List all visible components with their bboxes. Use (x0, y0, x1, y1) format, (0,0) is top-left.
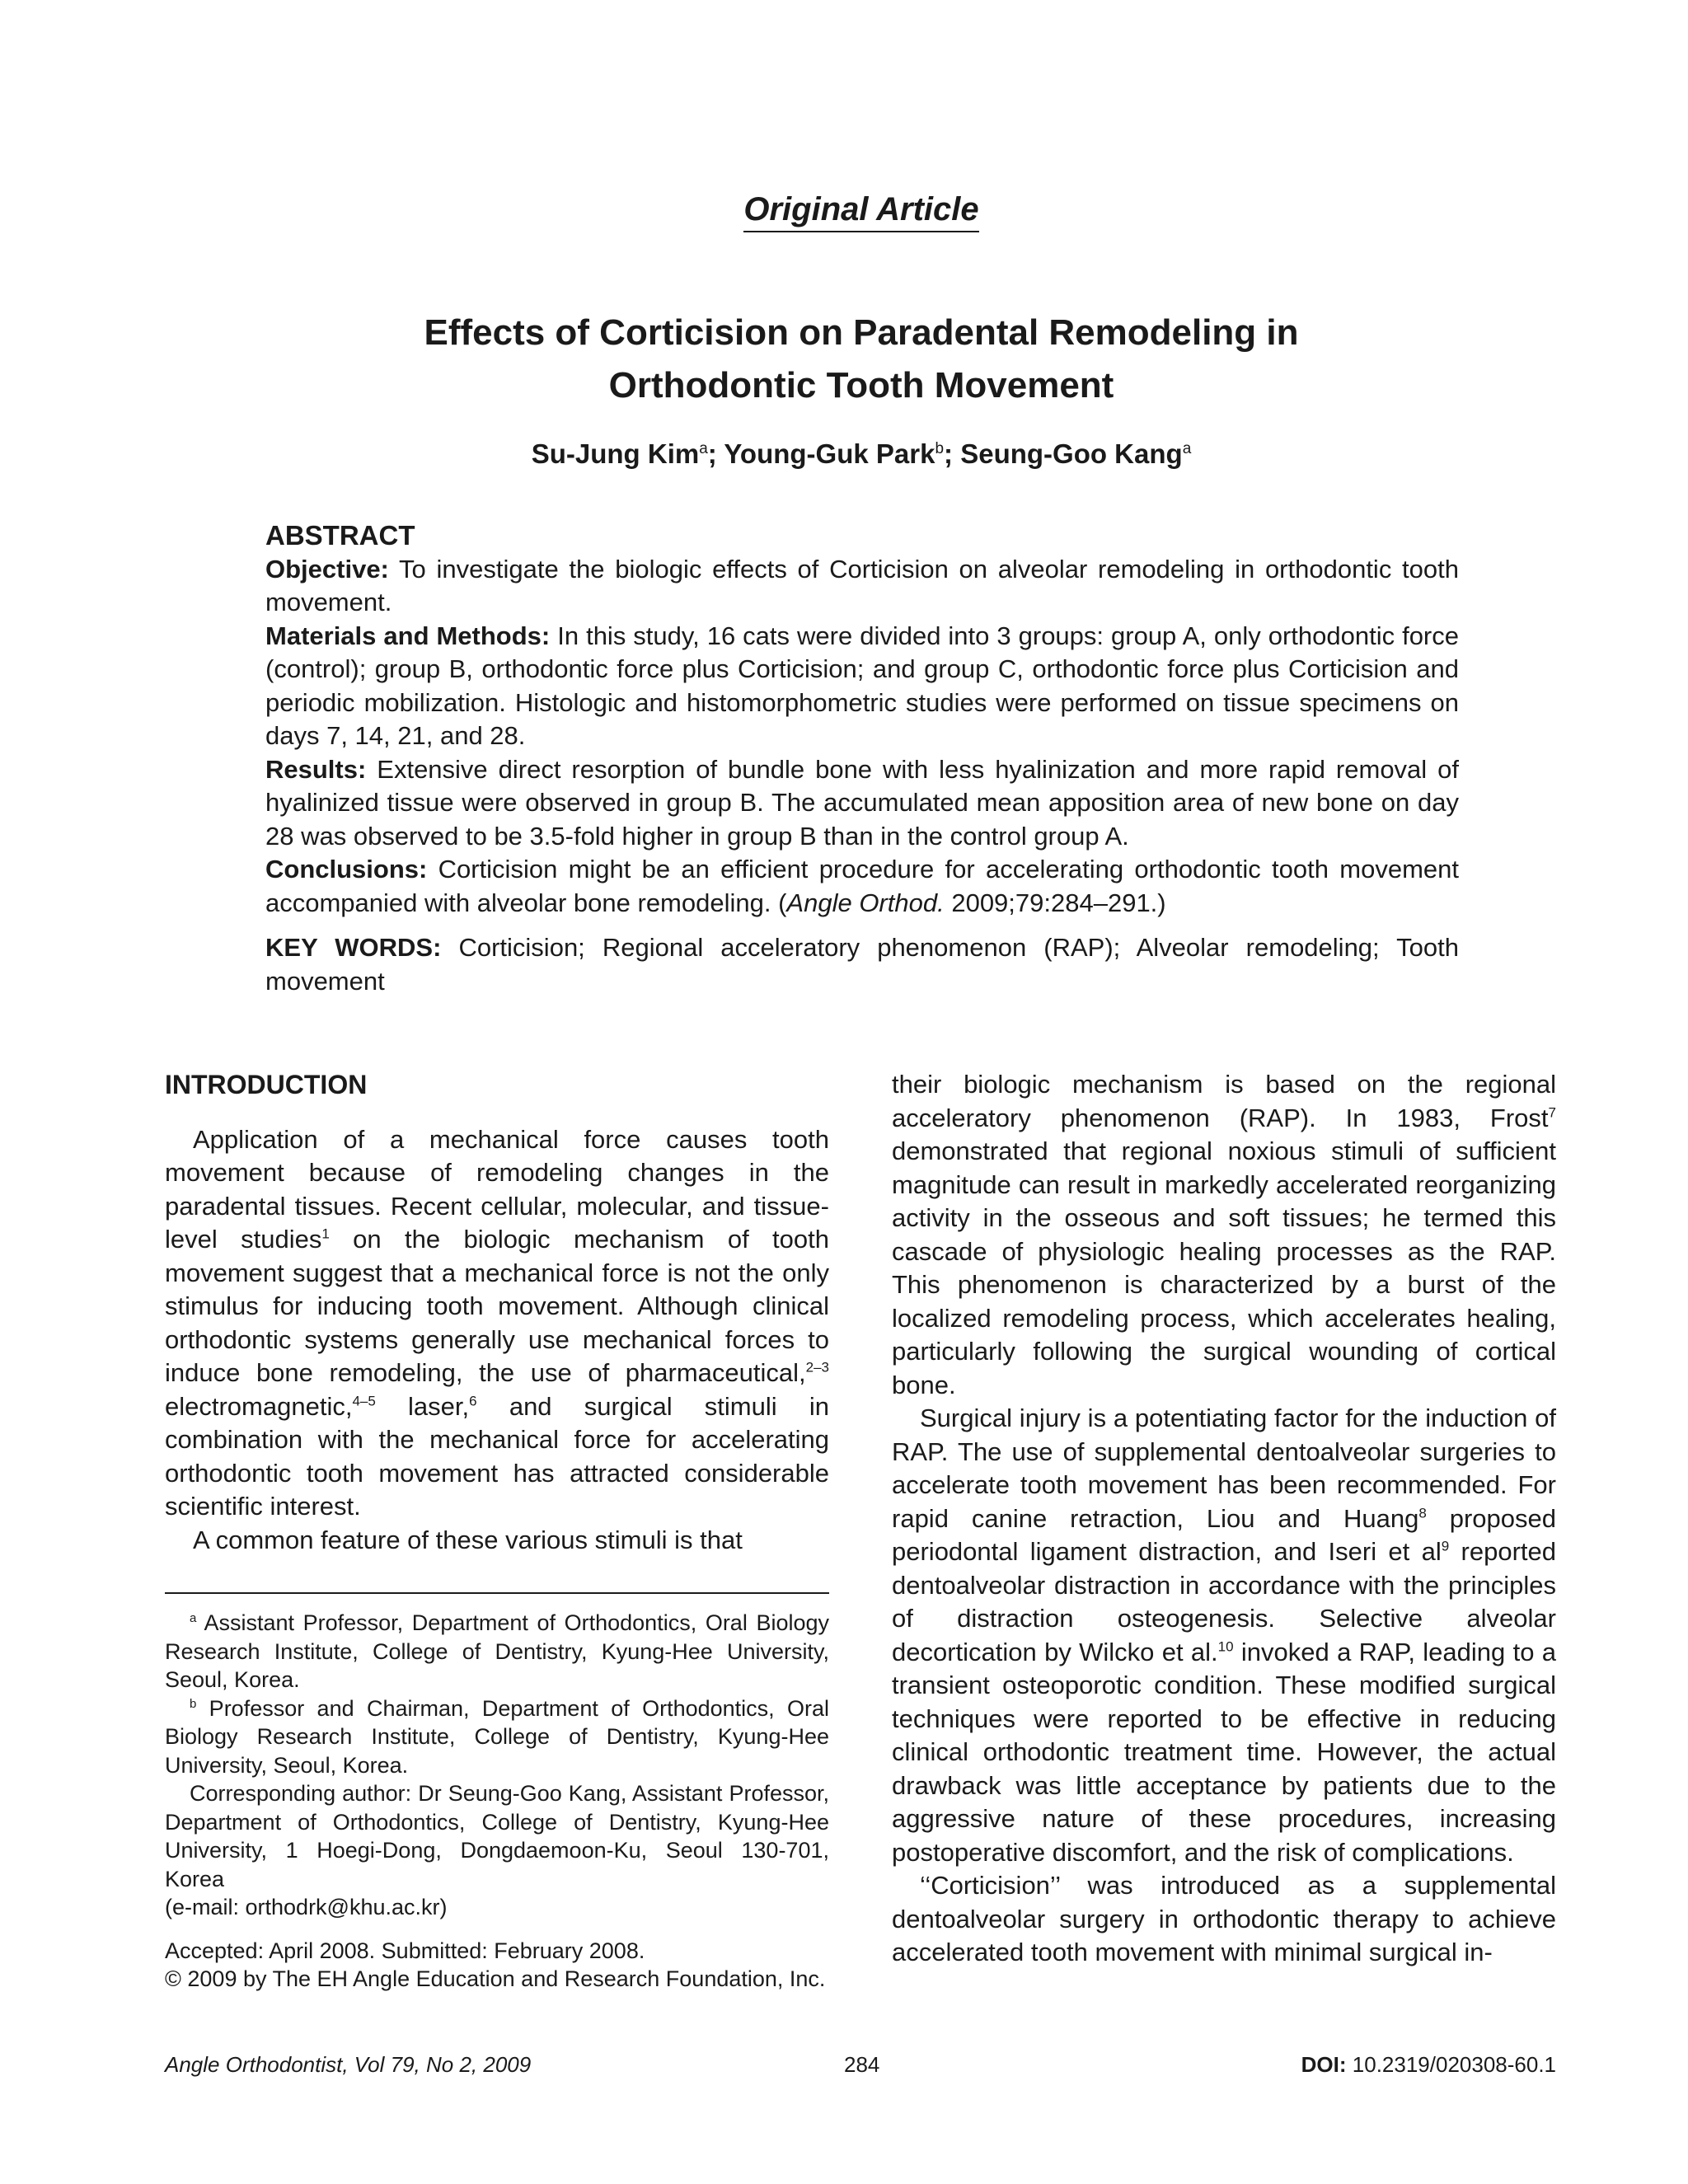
body-paragraph-1 (892, 1068, 1556, 1402)
keywords-text: Corticision; Regional acceleratory phenomenon (RAP); Alveolar remodeling; Tooth movement (265, 933, 1459, 996)
objective-text: To investigate the biologic effects of Corticision on alveolar remodeling in orthodontic tooth movement. (265, 554, 1459, 616)
footnote-mark: b (190, 1696, 197, 1711)
page-footer (165, 2052, 1556, 2082)
footnote-text: Assistant Professor, Department of Orthodontics, Oral Biology Research Institute, College of Dentistry, Kyung-Hee University, Seoul, Korea. (165, 1610, 829, 1692)
results-text: Extensive direct resorption of bundle bone with less hyalinization and more rapid removal of hyalinized tissue were observed in group B. The accumulated mean apposition area of new bone on day 28 was observed to be 3.5-fold higher in group B than in the control group A. (265, 754, 1459, 851)
corresponding-email: (e-mail: orthodrk@khu.ac.kr) (165, 1895, 448, 1919)
text-run: proposed periodontal ligament distraction, and Iseri et al (892, 1503, 1556, 1566)
reference-mark: 4–5 (352, 1393, 376, 1409)
footnotes (165, 1609, 829, 1994)
author-name: Su-Jung Kim (531, 438, 700, 469)
results-label: Results: (265, 754, 367, 784)
text-run: demonstrated that regional noxious stimuli of sufficient magnitude can result in markedly accelerated reorganizing activity in the osseous and soft tissues; he termed this cascade of physiologic healing processes as the RAP. This phenomenon is characterized by a burst of the localized remodeling process, which accelerates healing, particularly following the surgical wounding of cortical bone. (892, 1137, 1556, 1399)
doi-label: DOI: (1301, 2052, 1347, 2077)
introduction-heading: INTRODUCTION (165, 1070, 368, 1099)
section-label (0, 191, 1688, 228)
abstract-results (265, 753, 1459, 854)
objective-label: Objective: (265, 554, 389, 583)
abstract-keywords (265, 931, 1459, 998)
article-title (0, 307, 1688, 412)
conclusions-label: Conclusions: (265, 855, 428, 883)
author-separator: ; (707, 438, 724, 469)
copyright-notice: © 2009 by The EH Angle Education and Research Foundation, Inc. (165, 1966, 826, 1991)
reference-mark: 9 (1441, 1538, 1450, 1554)
author-affiliation-mark: b (935, 440, 945, 457)
text-run: their biologic mechanism is based on the regional acceleratory phenomenon (RAP). In 1983, Frost (892, 1070, 1556, 1132)
doi-value: 10.2319/020308-60.1 (1346, 2052, 1556, 2077)
footnote-text: Professor and Chairman, Department of Orthodontics, Oral Biology Research Institute, College of Dentistry, Kyung-Hee University, Seoul, Korea. (165, 1695, 829, 1778)
text-run: invoked a RAP, leading to a transient osteoporotic condition. These modified surgical techniques were reported to be effective in reducing clinical orthodontic treatment time. However, the actual drawback was little acceptance by patients due to the aggressive nature of these procedures, increasing postoperative discomfort, and the risk of complications. (892, 1637, 1557, 1867)
text-run: and surgical stimuli in combination with the mechanical force for accelerating orthodontic tooth movement has attracted considerable scientific interest. (165, 1391, 829, 1521)
reference-mark: 7 (1548, 1104, 1556, 1121)
footer-journal: Angle Orthodontist, Vol 79, No 2, 2009 (165, 2052, 532, 2077)
abstract (265, 519, 1459, 998)
title-line-1: Effects of Corticision on Paradental Remodeling in (424, 312, 1299, 353)
reference-mark: 6 (469, 1393, 477, 1409)
text-run: Surgical injury is a potentiating factor for the induction of RAP. The use of supplemental dentoalveolar surgeries to accelerate tooth movement has been recommended. For rapid canine retraction, Liou and Huang (892, 1404, 1556, 1533)
body-paragraph-2 (892, 1402, 1556, 1869)
methods-text: In this study, 16 cats were divided into 3 groups: group A, only orthodontic force (control); group B, orthodontic force plus Corticision; and group C, orthodontic force plus Corticision and periodic mobilization. Histologic and histomorphometric studies were performed on tissue specimens on days 7, 14, 21, and 28. (265, 621, 1459, 750)
body-paragraph-3: ‘‘Corticision’’ was introduced as a supplemental dentoalveolar surgery in orthodontic therapy to achieve accelerated tooth movement with minimal surgical in- (892, 1871, 1556, 1966)
section-label-text: Original Article (743, 191, 978, 232)
methods-label: Materials and Methods: (265, 621, 551, 650)
accepted-dates: Accepted: April 2008. Submitted: February 2008. (165, 1938, 645, 1963)
text-run: Application of a mechanical force causes tooth movement because of remodeling changes in the paradental tissues. Recent cellular, molecular, and tissue-level studies (165, 1124, 829, 1254)
author-affiliation-mark: a (1182, 440, 1192, 457)
abstract-objective (265, 553, 1459, 620)
reference-mark: 8 (1418, 1505, 1427, 1521)
page-number: 284 (844, 2052, 880, 2077)
footnote-divider (165, 1592, 829, 1594)
author-separator: ; (944, 438, 961, 469)
left-column (165, 1068, 829, 1557)
title-line-2: Orthodontic Tooth Movement (608, 365, 1114, 405)
text-run: electromagnetic, (165, 1391, 353, 1421)
footnote-mark: a (190, 1611, 197, 1625)
corresponding-author: Corresponding author: Dr Seung-Goo Kang, Assistant Professor, Department of Orthodontics, College of Dentistry, Kyung-Hee University, 1 Hoegi-Dong, Dongdaemoon-Ku, Seoul 130-701, Korea (165, 1781, 829, 1891)
author-name: Seung-Goo Kang (960, 438, 1183, 469)
right-column (892, 1068, 1556, 1970)
intro-paragraph-2: A common feature of these various stimuli is that (193, 1525, 743, 1554)
citation-rest: 2009;79:284–291.) (944, 888, 1166, 917)
footnote-a (165, 1609, 829, 1694)
abstract-methods (265, 620, 1459, 753)
intro-paragraph-1 (165, 1123, 829, 1524)
text-run: laser, (375, 1391, 470, 1421)
author-name: Young-Guk Park (724, 438, 935, 469)
abstract-conclusions (265, 853, 1459, 920)
reference-mark: 10 (1217, 1638, 1234, 1655)
footnote-b (165, 1694, 829, 1780)
conclusions-text: Corticision might be an efficient procedure for accelerating orthodontic tooth movement accompanied with alveolar bone remodeling. ( (265, 855, 1459, 917)
abstract-heading: ABSTRACT (265, 520, 415, 551)
keywords-label: KEY WORDS: (265, 933, 442, 962)
citation-journal: Angle Orthod. (786, 888, 945, 917)
footer-doi (1301, 2052, 1556, 2078)
reference-mark: 2–3 (805, 1359, 829, 1376)
author-list (0, 438, 1688, 470)
reference-mark: 1 (321, 1226, 330, 1242)
author-affiliation-mark: a (699, 440, 708, 457)
text-run: reported dentoalveolar distraction in accordance with the principles of distraction osteogenesis. Selective alveolar decortication by Wilcko et al. (892, 1537, 1556, 1666)
text-run: on the biologic mechanism of tooth movement suggest that a mechanical force is not the only stimulus for inducing tooth movement. Although clinical orthodontic systems generally use mechanical forces to induce bone remodeling, the use of pharmaceutical, (165, 1225, 829, 1387)
